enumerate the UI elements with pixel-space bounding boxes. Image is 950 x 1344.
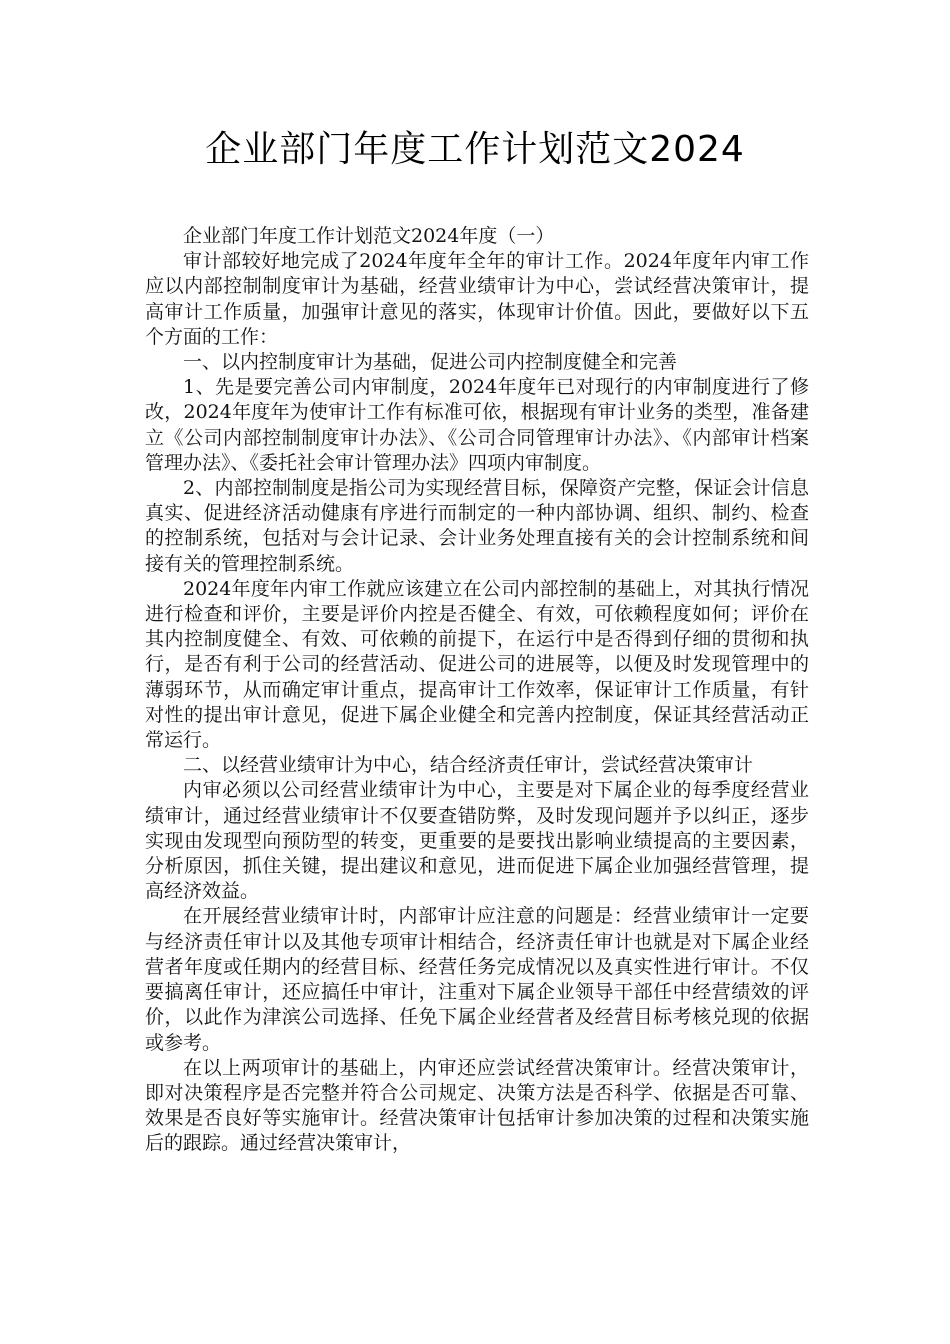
document-body [145,224,809,1157]
paragraph-internal-control: 2024年度年内审工作就应该建立在公司内部控制的基础上，对其执行情况进行检查和评价，主要是评价内控是否健全、有效，可依赖程度如何；评价在其内控制度健全、有效、可依赖的前提下，在运行中是否得到仔细的贯彻和执行，是否有利于公司的经营活动、促进公司的进展等，以便及时发现管理中的薄弱环节，从而确定审计重点，提高审计工作效率，保证审计工作质量，有针对性的提出审计意见，促进下属企业健全和完善内控制度，保证其经营活动正常运行。 [145,577,809,752]
document-title: 企业部门年度工作计划范文2024 [205,129,745,170]
paragraph-item-1: 1、先是要完善公司内审制度，2024年度年已对现行的内审制度进行了修改，2024年度年为使审计工作有标准可依，根据现有审计业务的类型，准备建立《公司内部控制制度审计办法》、《公司合同管理审计办法》、《内部审计档案管理办法》、《委托社会审计管理办法》四项内审制度。 [145,376,809,474]
paragraph-section-heading: 企业部门年度工作计划范文2024年度（一） [183,225,555,247]
paragraph-performance-audit: 内审必须以公司经营业绩审计为中心，主要是对下属企业的每季度经营业绩审计，通过经营业绩审计不仅要查错防弊，及时发现问题并予以纠正，逐步实现由发现型向预防型的转变，更重要的是要找出影响业绩提高的主要因素，分析原因，抓住关键，提出建议和意见，进而促进下属企业加强经营管理，提高经济效益。 [145,779,809,903]
paragraph-item-2: 2、内部控制制度是指公司为实现经营目标，保障资产完整，保证会计信息真实、促进经济活动健康有序进行而制定的一种内部协调、组织、制约、检查的控制系统，包括对与会计记录、会计业务处理直接有关的会计控制系统和间接有关的管理控制系统。 [145,477,809,575]
paragraph-intro: 审计部较好地完成了2024年度年全年的审计工作。2024年度年内审工作应以内部控制制度审计为基础，经营业绩审计为中心，尝试经营决策审计，提高审计工作质量，加强审计意见的落实，体现审计价值。因此，要做好以下五个方面的工作： [145,250,809,348]
paragraph-decision-audit: 在以上两项审计的基础上，内审还应尝试经营决策审计。经营决策审计，即对决策程序是否完整并符合公司规定、决策方法是否科学、依据是否可靠、效果是否良好等实施审计。经营决策审计包括审计参加决策的过程和决策实施后的跟踪。通过经营决策审计， [145,1056,809,1155]
paragraph-audit-issues: 在开展经营业绩审计时，内部审计应注意的问题是：经营业绩审计一定要与经济责任审计以及其他专项审计相结合，经济责任审计也就是对下属企业经营者年度或任期内的经营目标、经营任务完成情况以及真实性进行审计。不仅要搞离任审计，还应搞任中审计，注重对下属企业领导干部任中经营绩效的评价，以此作为津滨公司选择、任免下属企业经营者及经营目标考核兑现的依据或参考。 [145,905,809,1054]
paragraph-heading-one: 一、以内控制度审计为基础，促进公司内控制度健全和完善 [183,351,678,374]
paragraph-heading-two: 二、以经营业绩审计为中心，结合经济责任审计，尝试经营决策审计 [183,754,754,777]
